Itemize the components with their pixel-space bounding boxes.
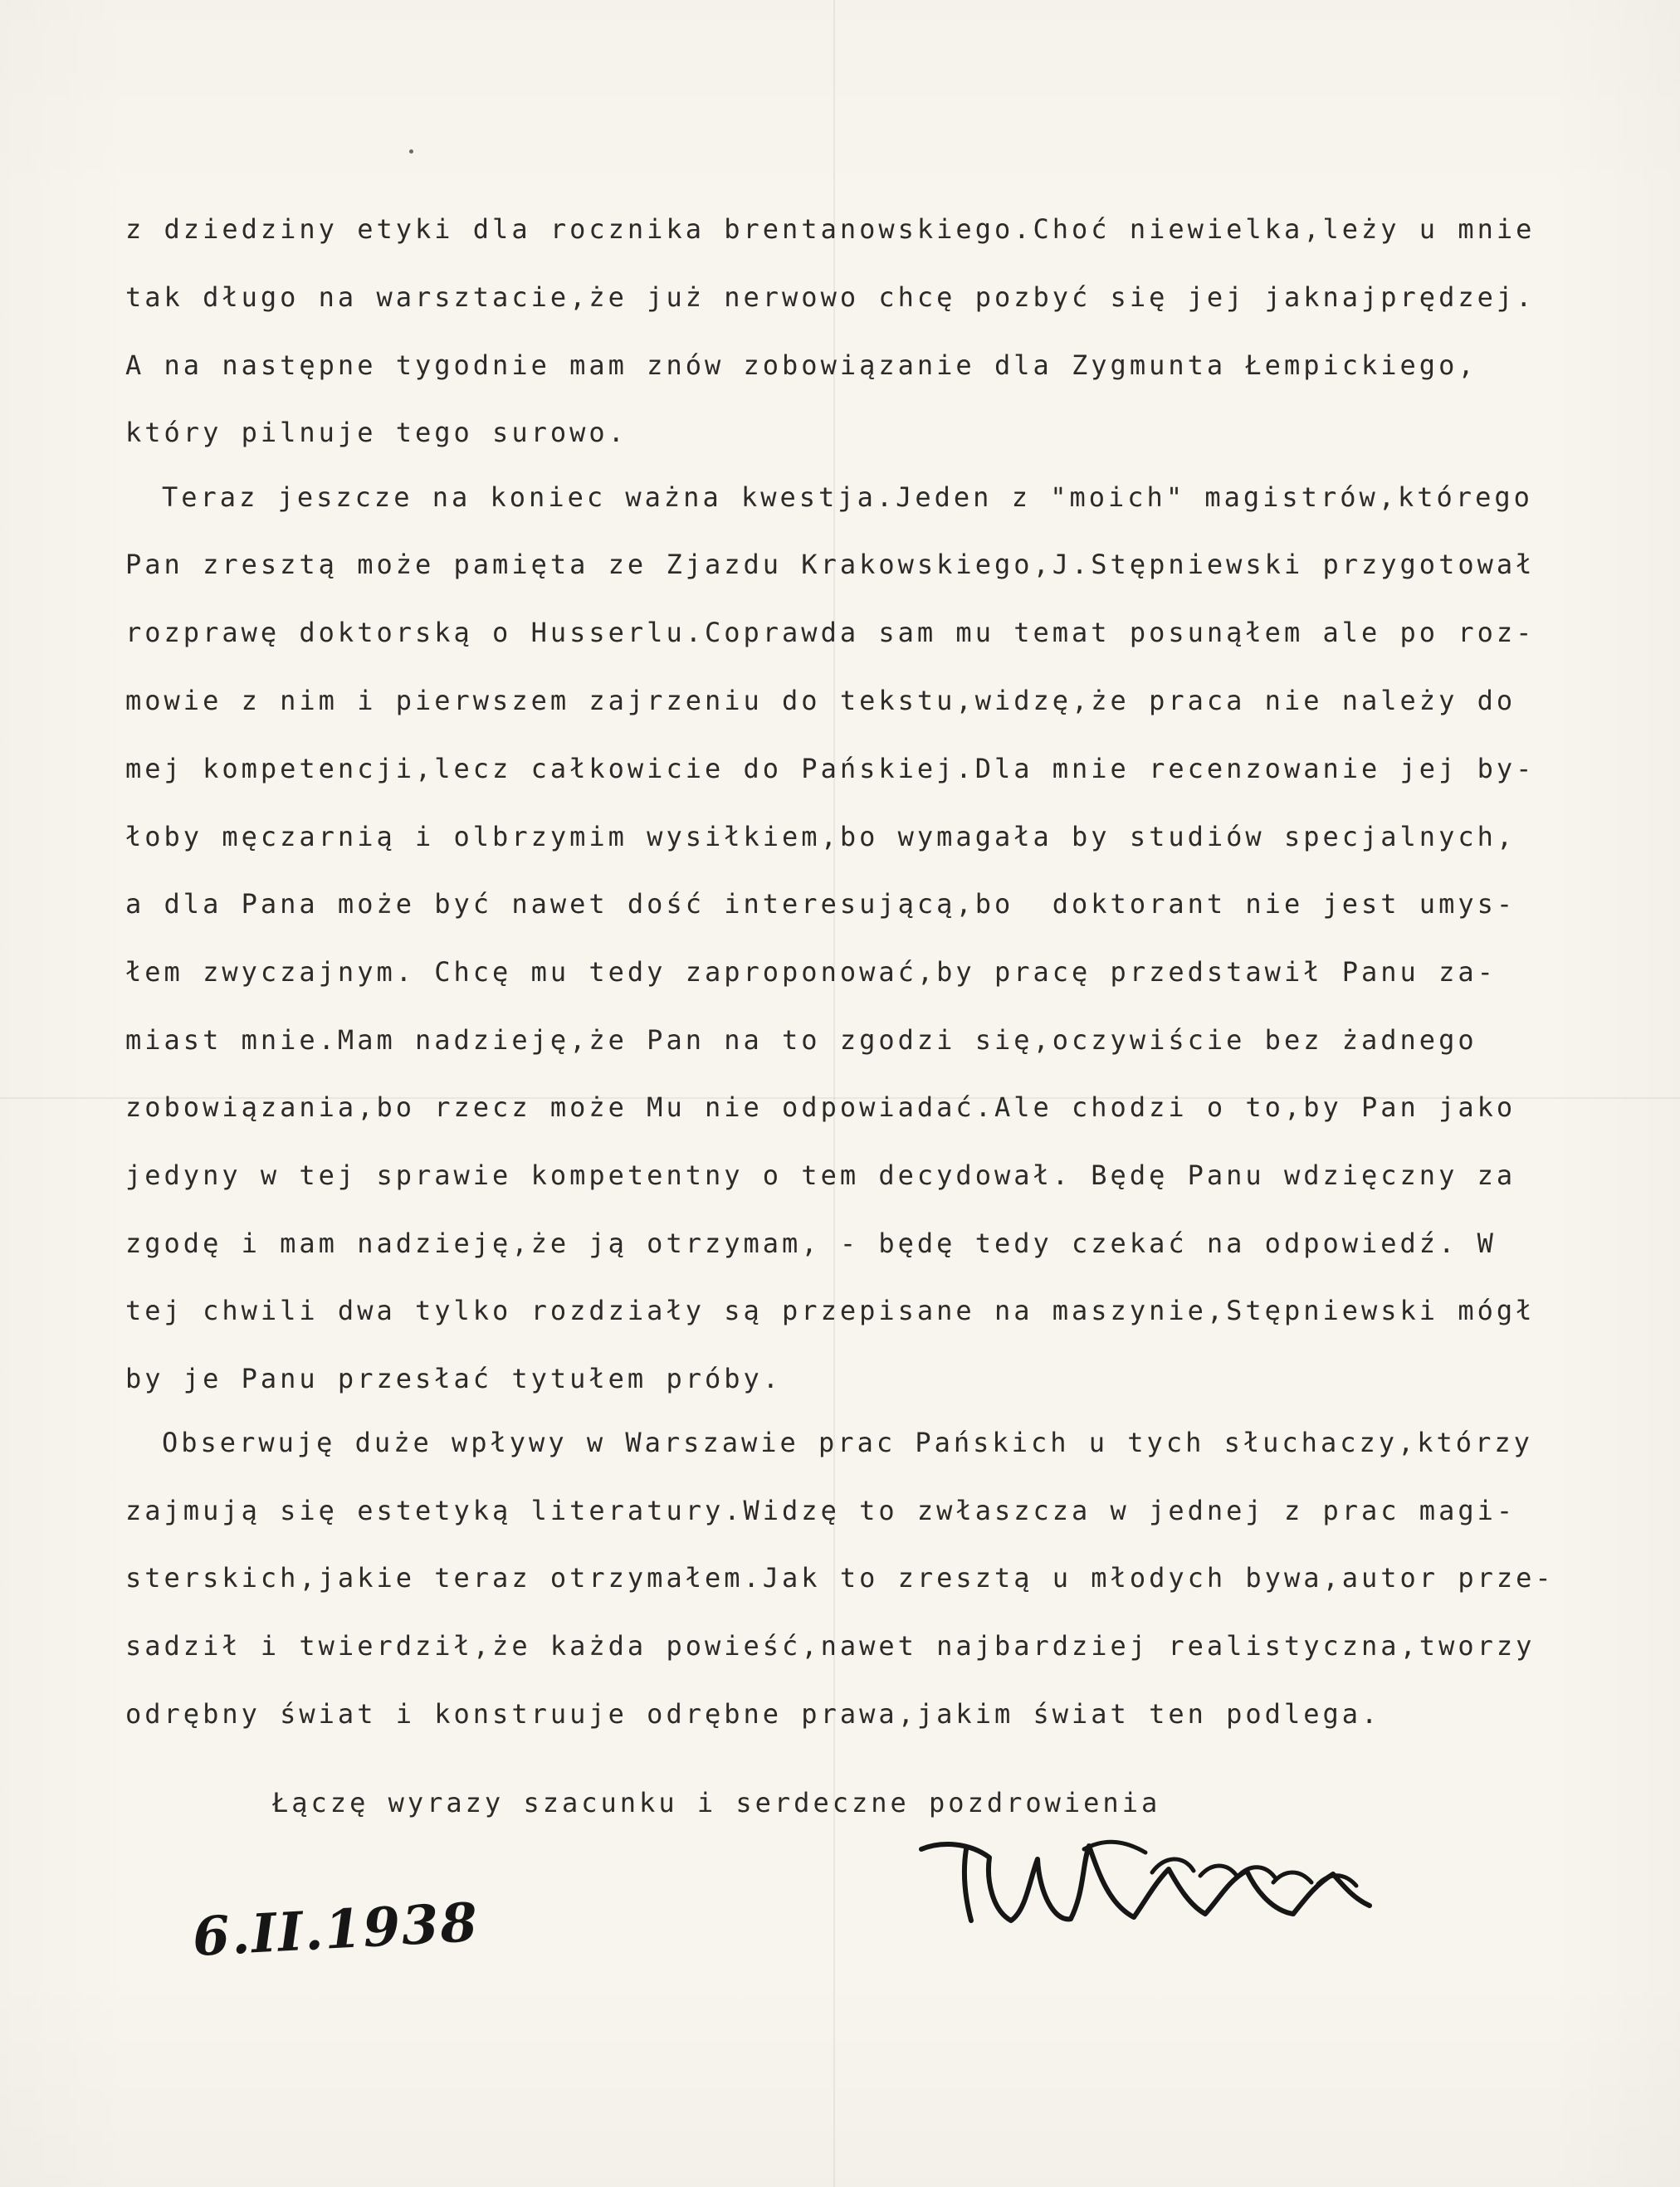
handwritten-date: 6.II.1938: [191, 1892, 481, 1969]
letter-line: mej kompetencji,lecz całkowicie do Pańskiej.Dla mnie recenzowanie jej by-: [125, 753, 1536, 784]
letter-line: Obserwuję duże wpływy w Warszawie prac Pańskich u tych słuchaczy,którzy: [162, 1427, 1533, 1458]
letter-line: a dla Pana może być nawet dość interesującą,bo doktorant nie jest umys-: [125, 888, 1516, 920]
closing-line: Łączę wyrazy szacunku i serdeczne pozdrowienia: [272, 1787, 1161, 1818]
letter-line: mowie z nim i pierwszem zajrzeniu do tekstu,widzę,że praca nie należy do: [125, 685, 1516, 716]
letter-line: miast mnie.Mam nadzieję,że Pan na to zgodzi się,oczywiście bez żadnego: [125, 1024, 1477, 1056]
letter-line: A na następne tygodnie mam znów zobowiązanie dla Zygmunta Łempickiego,: [125, 349, 1477, 381]
letter-line: tak długo na warsztacie,że już nerwowo chcę pozbyć się jej jaknajprędzej.: [125, 281, 1536, 313]
letter-line: sterskich,jakie teraz otrzymałem.Jak to zresztą u młodych bywa,autor prze-: [125, 1562, 1555, 1594]
ink-dot: [409, 149, 413, 154]
letter-line: tej chwili dwa tylko rozdziały są przepisane na maszynie,Stępniewski mógł: [125, 1295, 1536, 1326]
letter-line: z dziedziny etyki dla rocznika brentanowskiego.Choć niewielka,leży u mnie: [125, 213, 1536, 245]
handwritten-signature: [901, 1813, 1383, 1945]
letter-line: Teraz jeszcze na koniec ważna kwestja.Jeden z "moich" magistrów,którego: [162, 481, 1533, 513]
letter-line: sadził i twierdził,że każda powieść,nawet najbardziej realistyczna,tworzy: [125, 1630, 1536, 1662]
letter-line: łem zwyczajnym. Chcę mu tedy zaproponować,by pracę przedstawił Panu za-: [125, 956, 1497, 988]
letter-line: rozprawę doktorską o Husserlu.Coprawda sam mu temat posunąłem ale po roz-: [125, 617, 1536, 648]
letter-line: odrębny świat i konstruuje odrębne prawa,jakim świat ten podlega.: [125, 1698, 1381, 1730]
letter-line: zgodę i mam nadzieję,że ją otrzymam, - będę tedy czekać na odpowiedź. W: [125, 1228, 1497, 1259]
letter-line: który pilnuje tego surowo.: [125, 417, 628, 448]
letter-line: jedyny w tej sprawie kompetentny o tem decydował. Będę Panu wdzięczny za: [125, 1159, 1516, 1191]
letter-line: Pan zresztą może pamięta ze Zjazdu Krakowskiego,J.Stępniewski przygotował: [125, 549, 1536, 580]
letter-line: by je Panu przesłać tytułem próby.: [125, 1363, 783, 1394]
letter-line: zobowiązania,bo rzecz może Mu nie odpowiadać.Ale chodzi o to,by Pan jako: [125, 1091, 1516, 1123]
letter-line: zajmują się estetyką literatury.Widzę to zwłaszcza w jednej z prac magi-: [125, 1495, 1516, 1526]
letter-line: łoby męczarnią i olbrzymim wysiłkiem,bo wymagała by studiów specjalnych,: [125, 821, 1516, 852]
